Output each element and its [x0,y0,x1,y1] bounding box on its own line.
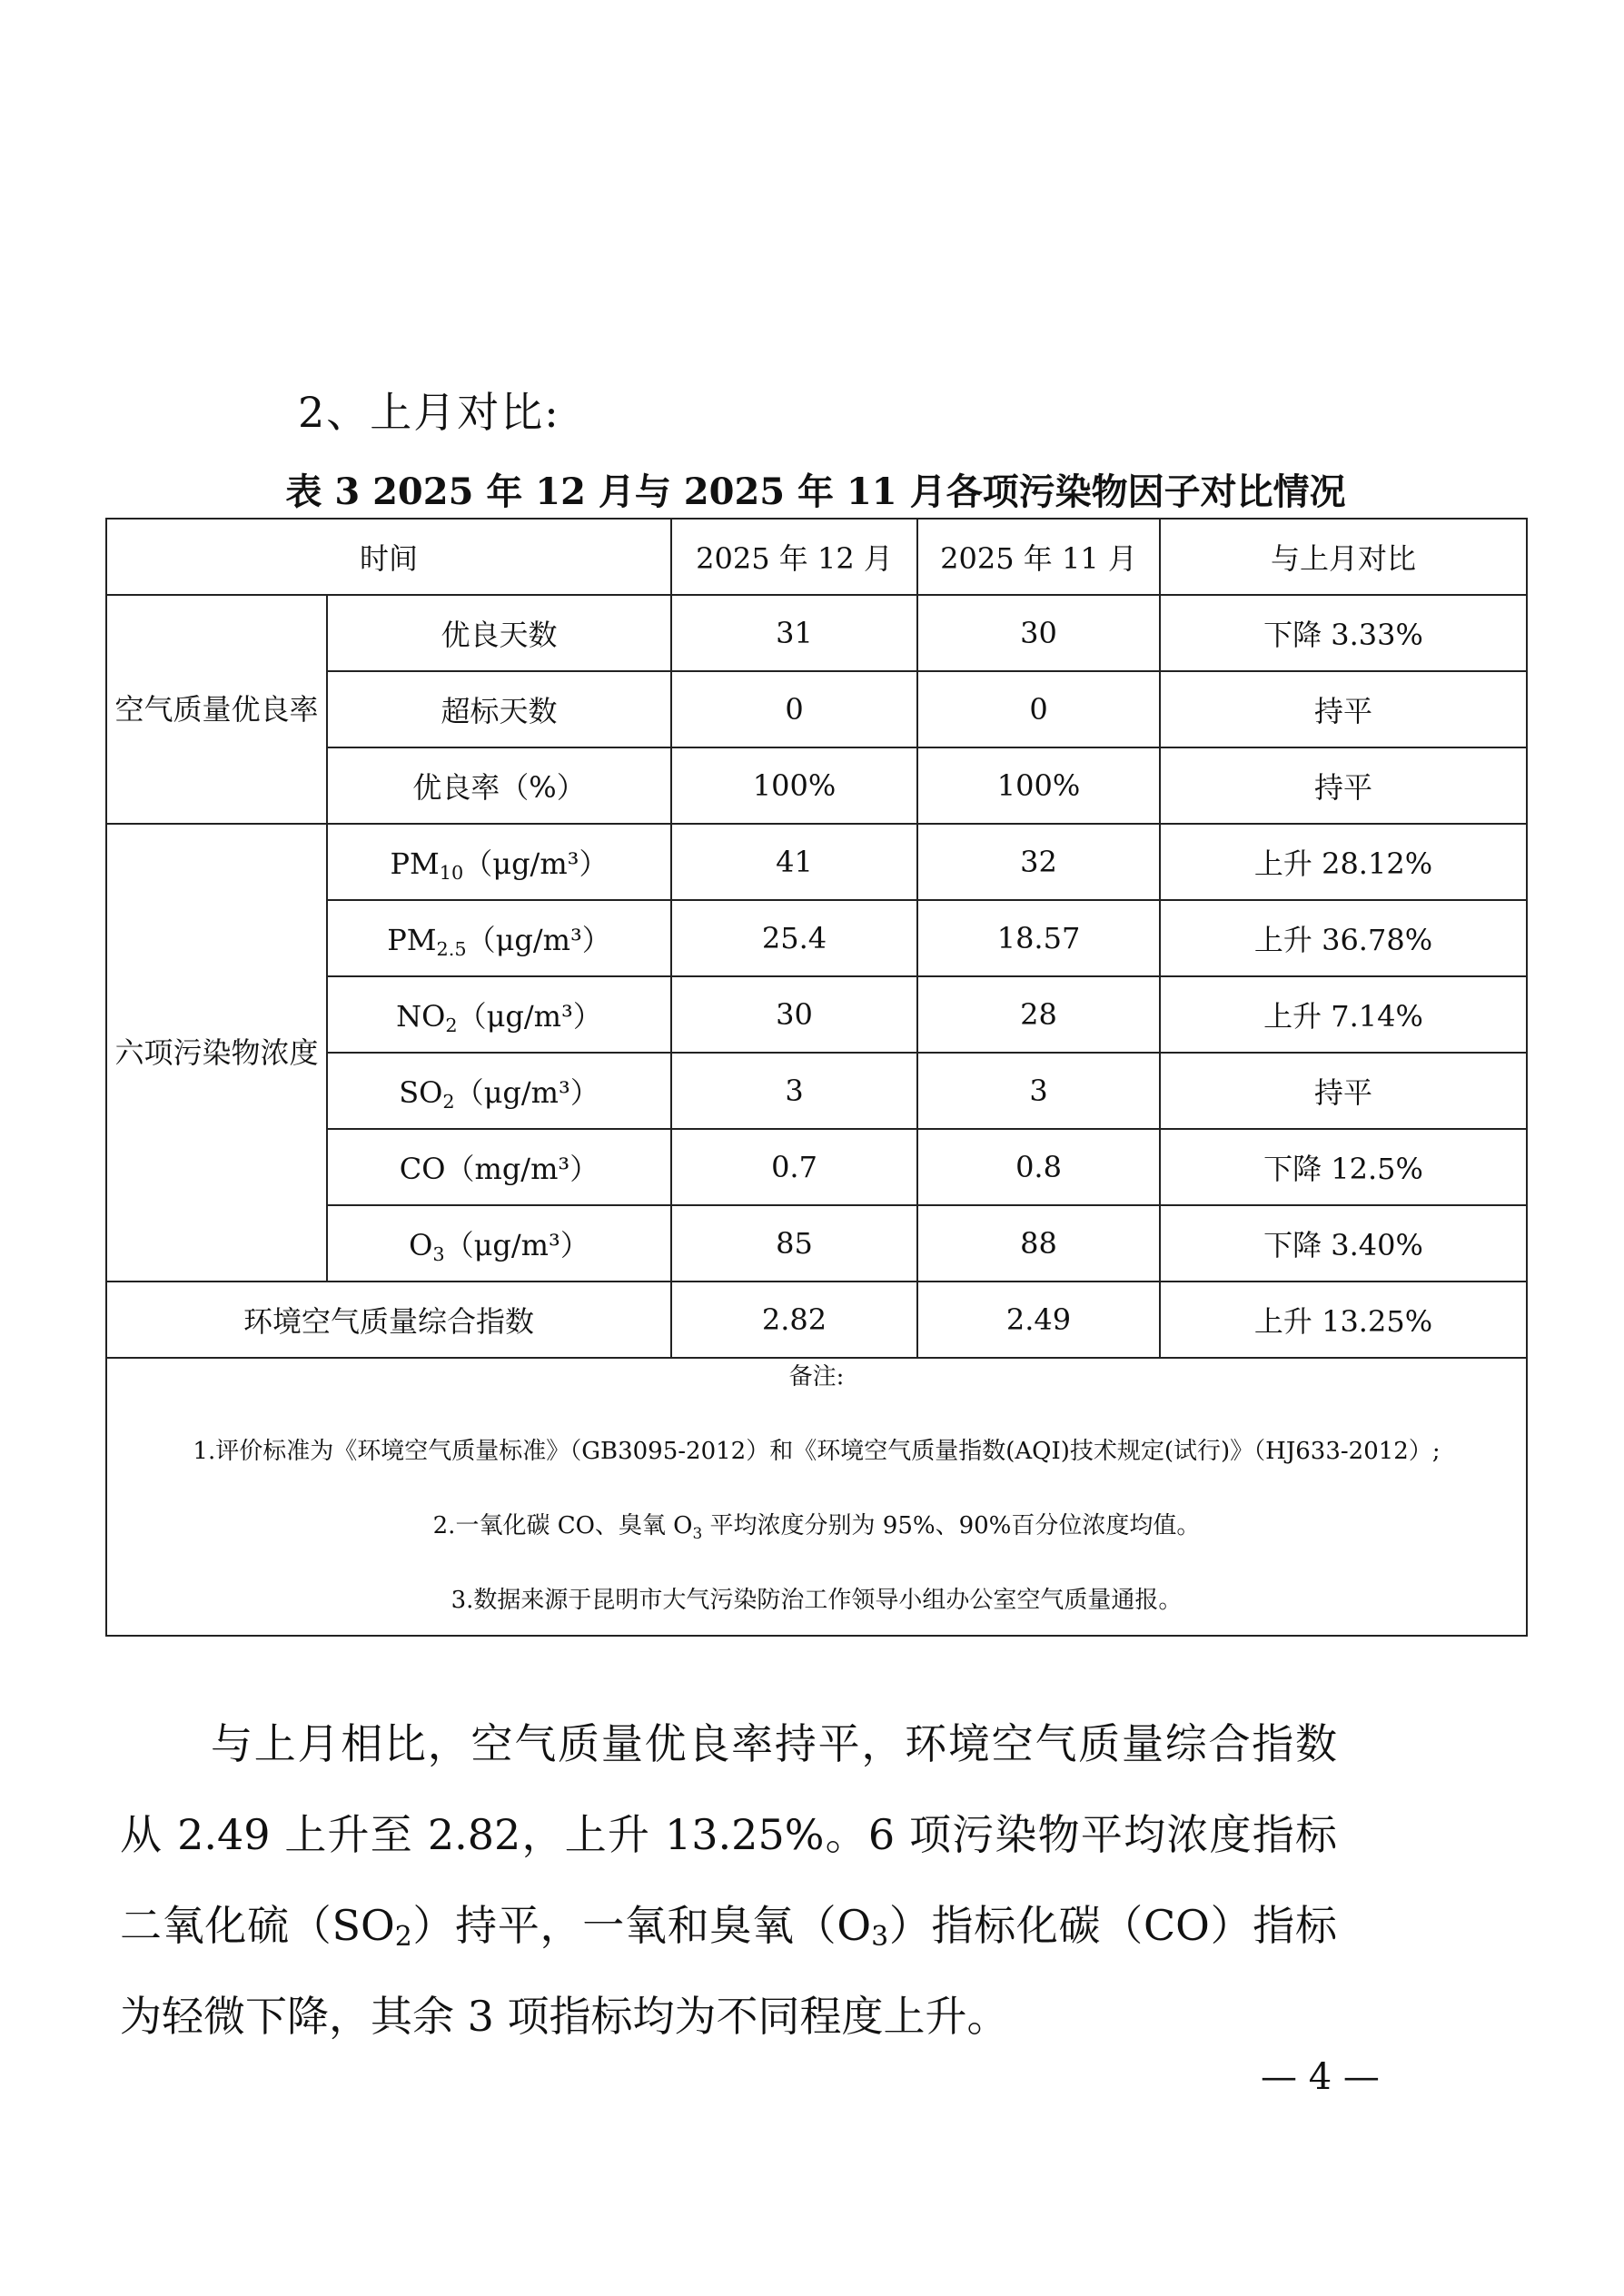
row-label: 优良率（%） [327,747,671,824]
cell: 100% [917,747,1160,824]
cell: 0.8 [917,1129,1160,1205]
page-number: — 4 — [1261,2056,1380,2098]
cell: 100% [671,747,917,824]
cell: 31 [671,595,917,671]
group-label-pollutants: 六项污染物浓度 [106,824,327,1282]
cell: 2.82 [671,1282,917,1358]
cell: 持平 [1160,1053,1527,1129]
cell: 3 [671,1053,917,1129]
cell: 30 [671,976,917,1053]
row-label: $PM_{10}(\mu g/m^3)$ [327,824,671,900]
row-label: $PM_{2.5}(\mu g/m^3)$ [327,900,671,976]
header-time: 时间 [106,519,671,595]
cell: 上升 7.14% [1160,976,1527,1053]
cell: 下降 12.5% [1160,1129,1527,1205]
row-label: 超标天数 [327,671,671,747]
cell: 41 [671,824,917,900]
cell: 上升 13.25% [1160,1282,1527,1358]
notes [106,1358,1527,1636]
notes-row [106,1358,1527,1636]
cell: 3 [917,1053,1160,1129]
header-nov: 2025 年 11 月 [917,519,1160,595]
cell: 32 [917,824,1160,900]
table-title: 表 3 2025 年 12 月与 2025 年 11 月各项污染物因子对比情况 [285,470,1346,513]
row-label: CO（mg/m³） [327,1129,671,1205]
note-1: 1.评价标准为《环境空气质量标准》（GB3095-2012）和《环境空气质量指数(AQI)技术规定(试行)》（HJ633-2012）; [193,1438,1441,1465]
cell: 0.7 [671,1129,917,1205]
cell: 25.4 [671,900,917,976]
section-heading: 2、上月对比: [298,388,560,437]
composite-label: 环境空气质量综合指数 [106,1282,671,1358]
table-header-row [106,519,1527,595]
cell: 18.57 [917,900,1160,976]
cell: 上升 36.78% [1160,900,1527,976]
cell: 28 [917,976,1160,1053]
cell: 持平 [1160,671,1527,747]
cell: 下降 3.33% [1160,595,1527,671]
cell: 2.49 [917,1282,1160,1358]
header-compare: 与上月对比 [1160,519,1527,595]
row-label: 优良天数 [327,595,671,671]
table-row [106,595,1527,671]
cell: 30 [917,595,1160,671]
cell: 上升 28.12% [1160,824,1527,900]
notes-title: 备注: [788,1363,845,1390]
row-label: $O_3(\mu g/m^3)$ [327,1205,671,1282]
cell: 88 [917,1205,1160,1282]
cell: 持平 [1160,747,1527,824]
comparison-table [105,518,1528,1637]
cell: 下降 3.40% [1160,1205,1527,1282]
group-label-quality: 空气质量优良率 [106,595,327,824]
summary-paragraph: 与上月相比，空气质量优良率持平，环境空气质量综合指数从 2.49 上升至 2.82，上升 13.25%。6 项污染物平均浓度指标二氧化硫$(SO_2)$持平，一氧和臭氧$(O_3)$指标化碳（CO）指标为轻微下降，其余 3 项指标均为不同程度上升。 [120,1719,1337,2041]
header-dec: 2025 年 12 月 [671,519,917,595]
cell: 0 [671,671,917,747]
row-label: $NO_2(\mu g/m^3)$ [327,976,671,1053]
note-2: 2.一氧化碳 CO、臭氧 $O_3$ 平均浓度分别为 95%、90%百分位浓度均值。 [432,1512,1201,1542]
cell: 0 [917,671,1160,747]
table-row [106,824,1527,900]
cell: 85 [671,1205,917,1282]
table-row [106,1282,1527,1358]
row-label: $SO_2(\mu g/m^3)$ [327,1053,671,1129]
note-3: 3.数据来源于昆明市大气污染防治工作领导小组办公室空气质量通报。 [451,1587,1183,1614]
